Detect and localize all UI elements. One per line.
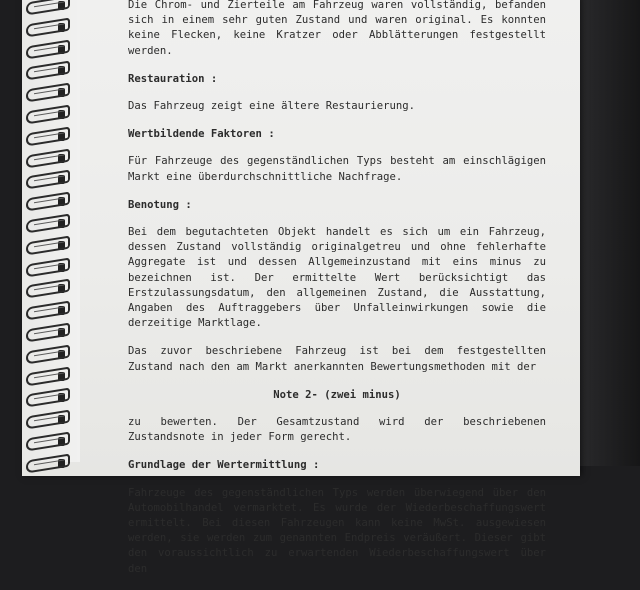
paragraph-chrome-parts: Die Chrom- und Zierteile am Fahrzeug waren vollständig, befanden sich in einem sehr guten Zustand und waren original. Es konnten keine Flecken, keine Kratzer oder Abblätterungen festgestellt werden. — [128, 0, 546, 57]
spiral-coil — [26, 148, 70, 168]
heading-restauration: Restauration : — [128, 72, 218, 85]
spiral-coil — [26, 366, 70, 386]
paragraph-bewerten: zu bewerten. Der Gesamtzustand wird der beschriebenen Zustandsnote in jeder Form gerecht. — [128, 416, 546, 444]
paragraph-benotung: Bei dem begutachteten Objekt handelt es sich um ein Fahrzeug, dessen Zustand vollständig originalgetreu und ohne fehlerhafte Aggregate ist und dessen Allgemeinzustand mit eins minus zu bezeichnen ist. Der ermittelte Wert berücksichtigt das Erstzulassungsdatum, den allgemeinen Zustand, die Ausstattung, Angaben des Auftraggebers über Unfalleinwirkungen sowie die derzeitige Marktlage. — [128, 226, 546, 330]
spiral-coil — [26, 105, 70, 125]
paragraph-zustand: Das zuvor beschriebene Fahrzeug ist bei dem festgestellten Zustand nach den am Markt anerkannten Bewertungsmethoden mit der — [128, 345, 546, 373]
spiral-binding — [22, 0, 80, 462]
spiral-coil — [26, 344, 70, 364]
dark-background — [578, 0, 640, 466]
spiral-coil — [26, 61, 70, 81]
spiral-coil — [26, 323, 70, 343]
spiral-coil — [26, 192, 70, 212]
heading-grundlage: Grundlage der Wertermittlung : — [128, 459, 320, 472]
paragraph-wertbildende-faktoren: Für Fahrzeuge des gegenständlichen Typs besteht am einschlägigen Markt eine überdurchschnittliche Nachfrage. — [128, 155, 546, 183]
spiral-coil — [26, 410, 70, 430]
document-content — [128, 0, 546, 590]
spiral-coil — [26, 83, 70, 103]
spiral-coil — [26, 279, 70, 299]
heading-wertbildende-faktoren: Wertbildende Faktoren : — [128, 128, 275, 141]
spiral-coil — [26, 17, 70, 37]
spiral-coil — [26, 214, 70, 234]
spiral-coil — [26, 453, 70, 473]
spiral-coil — [26, 170, 70, 190]
spiral-coil — [26, 235, 70, 255]
document-page — [22, 0, 580, 575]
heading-benotung: Benotung : — [128, 198, 192, 211]
spiral-coil — [26, 388, 70, 408]
paragraph-grundlage: Fahrzeuge des gegenständlichen Typs werden überwiegend über den Automobilhandel vermarktet. Es wurde der Wiederbeschaffungswert ermittelt. Bei diesen Fahrzeugen kann keine MwSt. ausgewiesen werden, sie werden zum genannten Endpreis veräußert. Dieser gibt den voraussichtlich zu erwartenden Wiederbeschaffungswert über den — [128, 486, 546, 575]
spiral-coil — [26, 0, 70, 15]
grade-note: Note 2- (zwei minus) — [273, 388, 401, 401]
spiral-coil — [26, 39, 70, 59]
spiral-coil — [26, 126, 70, 146]
paragraph-restauration: Das Fahrzeug zeigt eine ältere Restaurierung. — [128, 100, 416, 113]
spiral-coil — [26, 301, 70, 321]
spiral-coil — [26, 432, 70, 452]
spiral-coil — [26, 257, 70, 277]
